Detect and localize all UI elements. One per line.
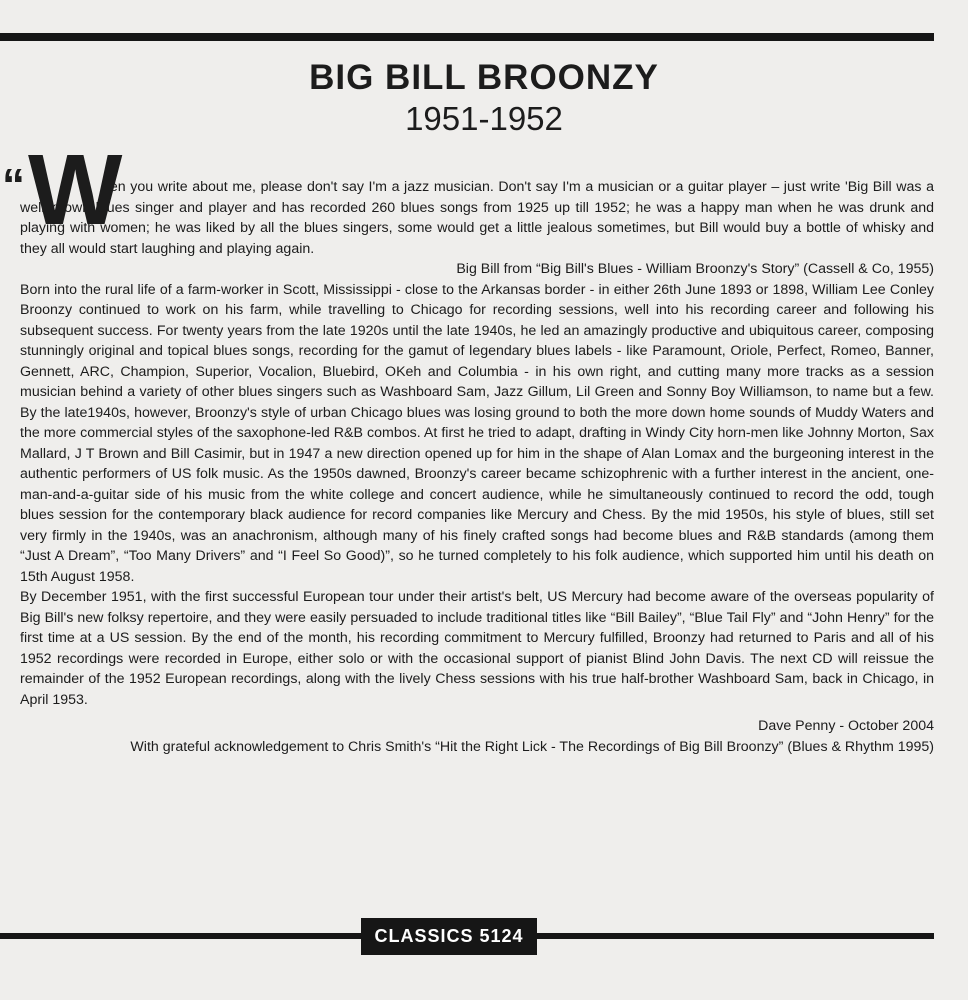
top-rule [0,33,934,41]
biography-paragraph-1: Born into the rural life of a farm-worker in Scott, Mississippi - close to the Arkansas border - in either 26th June 1893 or 1898, William Lee Conley Broonzy continued to work on his farm, while travelling to Chicago for recording sessions, well into his recording career and following his subsequent success. For twenty years from the late 1920s until the late 1940s, he led an amazingly productive and ubiquitous career, composing stunningly original and topical blues songs, recording for the gamut of legendary blues labels - like Paramount, Oriole, Perfect, Romeo, Banner, Gennett, ARC, Champion, Superior, Vocalion, Bluebird, OKeh and Columbia - in his own right, and cutting many more tracks as a session musician behind a variety of other blues singers such as Washboard Sam, Jazz Gillum, Lil Green and Sonny Boy Williamson, to name but a few. By the late1940s, however, Broonzy's style of urban Chicago blues was losing ground to both the more down home sounds of Muddy Waters and the more commercial styles of the saxophone-led R&B combos. At first he tried to adapt, drafting in Windy City horn-men like Johnny Morton, Sax Mallard, J T Brown and Bill Casimir, but in 1947 a new direction opened up for him in the shape of Alan Lomax and the burgeoning interest in the authentic performers of US folk music. As the 1950s dawned, Broonzy's career became schizophrenic with a further interest in the ancient, one-man-and-a-guitar side of his music from the white college and concert audience, while he simultaneously continued to record the odd, tough blues session for the contemporary black audience for record companies like Mercury and Chess. By the mid 1950s, his style of blues, still set very firmly in the 1940s, was an anachronism, although many of his finely crafted songs had become blues and R&B standards (among them “Just A Dream”, “Too Many Drivers” and “I Feel So Good)”, so he turned completely to his folk audience, which supported him until his death on 15th August 1958. [20,281,934,585]
quote-attribution: Big Bill from “Big Bill's Blues - William Broonzy's Story” (Cassell & Co, 1955) [456,261,934,277]
liner-notes [20,177,934,757]
acknowledgement: With grateful acknowledgement to Chris Smith's “Hit the Right Lick - The Recordings of Big Bill Broonzy” (Blues & Rhythm 1995) [130,738,934,755]
author-credit: Dave Penny - October 2004 [758,718,934,734]
biography-paragraph-2: By December 1951, with the first successful European tour under their artist's belt, US Mercury had become aware of the overseas popularity of Big Bill's new folksy repertoire, and they were easily persuaded to include traditional titles like “Bill Bailey”, “Blue Tail Fly” and “John Henry” for the first time at a US session. By the end of the month, his recording commitment to Mercury fulfilled, Broonzy had returned to Paris and all of his 1952 recordings were recorded in Europe, either solo or with the occasional support of pianist Blind John Davis. The next CD will reissue the remainder of the 1952 European recordings, along with the lively Chess sessions with his true half-brother Washboard Sam, back in Chicago, in April 1953. [20,589,934,708]
opening-quote-mark: “ [2,159,25,211]
quote-text: hen you write about me, please don't say I'm a jazz musician. Don't say I'm a musician or a guitar player – just write 'Big Bill was a well-known blues singer and player and has recorded 260 blues songs from 1925 up till 1952; he was a happy man when he was drunk and playing with women; he was liked by all the blues singers, some would get a little jealous sometimes, but Bill would buy a bottle of whisky and they all would start laughing and playing again. [20,179,934,257]
catalog-number-badge: CLASSICS 5124 [361,918,537,955]
page-title: BIG BILL BROONZY [309,58,659,97]
drop-cap: W [28,134,121,246]
years-subtitle: 1951-1952 [405,100,563,137]
